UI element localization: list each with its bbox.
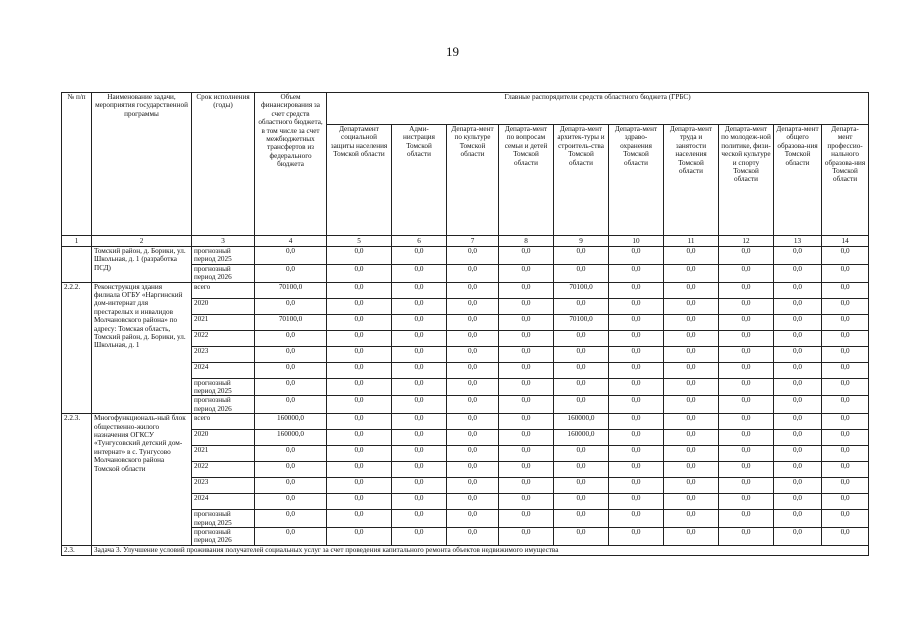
value-cell: 0,0 (499, 346, 554, 362)
value-cell: 0,0 (719, 247, 774, 265)
value-cell: 0,0 (255, 494, 327, 510)
column-number: 2 (92, 236, 192, 247)
column-number: 3 (192, 236, 255, 247)
value-cell: 0,0 (499, 478, 554, 494)
value-cell: 0,0 (447, 462, 499, 478)
period-cell: 2020 (192, 430, 255, 446)
value-cell: 0,0 (499, 330, 554, 346)
page-number: 19 (446, 44, 459, 59)
period-cell: 2021 (192, 446, 255, 462)
value-cell: 0,0 (447, 330, 499, 346)
value-cell: 0,0 (719, 362, 774, 378)
value-cell: 0,0 (774, 346, 822, 362)
value-cell: 0,0 (554, 446, 609, 462)
value-cell: 0,0 (447, 430, 499, 446)
value-cell: 0,0 (255, 247, 327, 265)
row-number (62, 247, 92, 283)
period-cell: 2022 (192, 462, 255, 478)
value-cell: 0,0 (255, 510, 327, 528)
value-cell: 70100,0 (255, 282, 327, 298)
value-cell: 0,0 (392, 462, 447, 478)
value-cell: 0,0 (664, 494, 719, 510)
value-cell: 0,0 (719, 478, 774, 494)
value-cell: 0,0 (822, 330, 869, 346)
task-text: Задача 3. Улучшение условий проживания получателей социальных услуг за счет проведения капитального ремонта объектов недвижимого имущества (92, 545, 869, 555)
value-cell: 0,0 (447, 346, 499, 362)
value-cell: 160000,0 (255, 414, 327, 430)
value-cell: 0,0 (499, 494, 554, 510)
value-cell: 0,0 (609, 378, 664, 396)
value-cell: 0,0 (392, 330, 447, 346)
value-cell: 0,0 (499, 282, 554, 298)
value-cell: 0,0 (392, 247, 447, 265)
value-cell: 0,0 (609, 247, 664, 265)
column-number: 4 (255, 236, 327, 247)
value-cell: 0,0 (554, 510, 609, 528)
value-cell: 0,0 (774, 430, 822, 446)
value-cell: 0,0 (447, 528, 499, 546)
event-name: Реконструкция здания филиала ОГБУ «Наргинский дом-интернат для престарелых и инвалидов Молчановского района» по адресу: Томская область, Томский район, д. Борики, ул. Школьная, д. 1 (92, 282, 192, 414)
value-cell: 0,0 (327, 396, 392, 414)
value-cell: 0,0 (499, 362, 554, 378)
row-number: 2.2.2. (62, 282, 92, 414)
value-cell: 0,0 (822, 314, 869, 330)
value-cell: 0,0 (499, 414, 554, 430)
row-number: 2.2.3. (62, 414, 92, 546)
value-cell: 0,0 (499, 430, 554, 446)
value-cell: 0,0 (719, 346, 774, 362)
column-number: 6 (392, 236, 447, 247)
period-cell: прогнозный период 2026 (192, 264, 255, 282)
value-cell: 0,0 (664, 462, 719, 478)
table-body (62, 247, 869, 556)
column-number: 5 (327, 236, 392, 247)
value-cell: 0,0 (774, 414, 822, 430)
value-cell: 0,0 (719, 414, 774, 430)
financing-table (61, 92, 869, 556)
value-cell: 0,0 (719, 314, 774, 330)
value-cell: 0,0 (499, 298, 554, 314)
value-cell: 0,0 (822, 446, 869, 462)
table-row (62, 414, 869, 430)
value-cell: 0,0 (327, 362, 392, 378)
value-cell: 0,0 (664, 378, 719, 396)
value-cell: 0,0 (447, 247, 499, 265)
value-cell: 0,0 (719, 510, 774, 528)
value-cell: 0,0 (327, 430, 392, 446)
column-number: 8 (499, 236, 554, 247)
value-cell: 0,0 (327, 462, 392, 478)
value-cell: 0,0 (447, 478, 499, 494)
value-cell: 0,0 (774, 298, 822, 314)
value-cell: 0,0 (774, 446, 822, 462)
value-cell: 0,0 (822, 430, 869, 446)
value-cell: 0,0 (664, 298, 719, 314)
value-cell: 0,0 (822, 414, 869, 430)
header-grbs-1: Департамент социальной защиты населения Томской области (327, 125, 392, 236)
value-cell: 0,0 (499, 378, 554, 396)
value-cell: 0,0 (447, 494, 499, 510)
period-cell: всего (192, 414, 255, 430)
value-cell: 0,0 (255, 346, 327, 362)
value-cell: 0,0 (822, 346, 869, 362)
value-cell: 0,0 (664, 264, 719, 282)
value-cell: 0,0 (664, 446, 719, 462)
value-cell: 70100,0 (554, 314, 609, 330)
value-cell: 0,0 (392, 494, 447, 510)
value-cell: 0,0 (447, 298, 499, 314)
value-cell: 0,0 (327, 378, 392, 396)
value-cell: 0,0 (392, 414, 447, 430)
value-cell: 0,0 (255, 462, 327, 478)
value-cell: 0,0 (822, 494, 869, 510)
value-cell: 0,0 (664, 282, 719, 298)
header-grbs-3: Департа-мент по культуре Томской области (447, 125, 499, 236)
value-cell: 0,0 (554, 528, 609, 546)
value-cell: 0,0 (392, 298, 447, 314)
value-cell: 0,0 (609, 264, 664, 282)
value-cell: 0,0 (327, 346, 392, 362)
value-cell: 0,0 (255, 330, 327, 346)
value-cell: 0,0 (664, 414, 719, 430)
header-grbs-8: Департа-мент по молодеж-ной политике, физи-ческой культуре и спорту Томской области (719, 125, 774, 236)
value-cell: 0,0 (822, 462, 869, 478)
column-number: 9 (554, 236, 609, 247)
value-cell: 0,0 (327, 494, 392, 510)
table-row (62, 247, 869, 265)
value-cell: 0,0 (554, 247, 609, 265)
event-name: Многофункциональ-ный блок общественно-жилого назначения ОГКСУ «Тунгусовский детский дом-интернат» в с. Тунгусово Молчановского района Томской области (92, 414, 192, 546)
value-cell: 0,0 (609, 346, 664, 362)
value-cell: 0,0 (719, 264, 774, 282)
period-cell: 2021 (192, 314, 255, 330)
column-number: 1 (62, 236, 92, 247)
period-cell: 2023 (192, 346, 255, 362)
value-cell: 0,0 (447, 378, 499, 396)
value-cell: 0,0 (664, 346, 719, 362)
value-cell: 0,0 (255, 298, 327, 314)
value-cell: 0,0 (392, 446, 447, 462)
value-cell: 0,0 (719, 446, 774, 462)
value-cell: 0,0 (554, 330, 609, 346)
column-number: 12 (719, 236, 774, 247)
value-cell: 0,0 (447, 314, 499, 330)
value-cell: 0,0 (327, 314, 392, 330)
value-cell: 0,0 (719, 378, 774, 396)
header-grbs-5: Департа-мент архитек-туры и строитель-ства Томской области (554, 125, 609, 236)
header-grbs-7: Департа-мент труда и занятости населения Томской области (664, 125, 719, 236)
header-grbs-6: Департа-мент здраво-охранения Томской области (609, 125, 664, 236)
value-cell: 0,0 (255, 446, 327, 462)
value-cell: 0,0 (327, 528, 392, 546)
value-cell: 0,0 (447, 446, 499, 462)
value-cell: 0,0 (774, 478, 822, 494)
value-cell: 0,0 (392, 396, 447, 414)
value-cell: 0,0 (392, 282, 447, 298)
value-cell: 0,0 (774, 362, 822, 378)
value-cell: 0,0 (392, 346, 447, 362)
value-cell: 0,0 (609, 282, 664, 298)
period-cell: прогнозный период 2025 (192, 247, 255, 265)
period-cell: 2020 (192, 298, 255, 314)
value-cell: 0,0 (327, 247, 392, 265)
column-number-row (62, 236, 869, 247)
value-cell: 0,0 (392, 378, 447, 396)
period-cell: прогнозный период 2025 (192, 378, 255, 396)
value-cell: 0,0 (664, 314, 719, 330)
value-cell: 0,0 (392, 264, 447, 282)
value-cell: 0,0 (554, 378, 609, 396)
value-cell: 0,0 (392, 314, 447, 330)
header-grbs-9: Департа-мент общего образова-ния Томской области (774, 125, 822, 236)
header-period: Срок исполнения (годы) (192, 93, 255, 236)
task-row (62, 545, 869, 555)
value-cell: 0,0 (664, 330, 719, 346)
period-cell: прогнозный период 2025 (192, 510, 255, 528)
value-cell: 160000,0 (554, 414, 609, 430)
value-cell: 0,0 (609, 478, 664, 494)
value-cell: 0,0 (447, 414, 499, 430)
value-cell: 0,0 (774, 494, 822, 510)
value-cell: 0,0 (609, 462, 664, 478)
value-cell: 0,0 (447, 396, 499, 414)
value-cell: 0,0 (554, 494, 609, 510)
value-cell: 0,0 (609, 446, 664, 462)
value-cell: 0,0 (499, 510, 554, 528)
value-cell: 0,0 (822, 378, 869, 396)
value-cell: 0,0 (609, 510, 664, 528)
value-cell: 0,0 (554, 396, 609, 414)
header-grbs-4: Департа-мент по вопросам семьи и детей Томской области (499, 125, 554, 236)
value-cell: 0,0 (774, 314, 822, 330)
value-cell: 0,0 (719, 298, 774, 314)
value-cell: 0,0 (822, 282, 869, 298)
value-cell: 0,0 (392, 528, 447, 546)
column-number: 10 (609, 236, 664, 247)
value-cell: 0,0 (447, 362, 499, 378)
value-cell: 0,0 (499, 462, 554, 478)
value-cell: 0,0 (609, 528, 664, 546)
value-cell: 0,0 (327, 446, 392, 462)
period-cell: 2024 (192, 362, 255, 378)
column-number: 7 (447, 236, 499, 247)
header-grbs-title: Главные распорядители средств областного бюджета (ГРБС) (327, 93, 869, 125)
period-cell: прогнозный период 2026 (192, 396, 255, 414)
value-cell: 0,0 (774, 282, 822, 298)
value-cell: 0,0 (327, 264, 392, 282)
value-cell: 0,0 (255, 396, 327, 414)
value-cell: 0,0 (664, 362, 719, 378)
value-cell: 0,0 (774, 264, 822, 282)
event-name: Томский район, д. Борики, ул. Школьная, д. 1 (разработка ПСД) (92, 247, 192, 283)
value-cell: 0,0 (255, 264, 327, 282)
value-cell: 0,0 (327, 414, 392, 430)
value-cell: 0,0 (327, 478, 392, 494)
value-cell: 0,0 (822, 478, 869, 494)
period-cell: 2023 (192, 478, 255, 494)
value-cell: 0,0 (255, 362, 327, 378)
column-number: 11 (664, 236, 719, 247)
value-cell: 0,0 (554, 478, 609, 494)
value-cell: 0,0 (554, 462, 609, 478)
value-cell: 0,0 (822, 298, 869, 314)
value-cell: 0,0 (719, 494, 774, 510)
value-cell: 0,0 (609, 330, 664, 346)
period-cell: 2024 (192, 494, 255, 510)
value-cell: 0,0 (392, 362, 447, 378)
value-cell: 0,0 (822, 247, 869, 265)
value-cell: 0,0 (447, 282, 499, 298)
value-cell: 0,0 (255, 528, 327, 546)
period-cell: прогнозный период 2026 (192, 528, 255, 546)
value-cell: 0,0 (664, 510, 719, 528)
value-cell: 0,0 (499, 247, 554, 265)
value-cell: 0,0 (664, 478, 719, 494)
value-cell: 0,0 (664, 247, 719, 265)
value-cell: 70100,0 (554, 282, 609, 298)
value-cell: 0,0 (554, 362, 609, 378)
value-cell: 0,0 (822, 396, 869, 414)
value-cell: 160000,0 (554, 430, 609, 446)
value-cell: 0,0 (499, 528, 554, 546)
value-cell: 0,0 (499, 396, 554, 414)
task-number: 2.3. (62, 545, 92, 555)
value-cell: 0,0 (499, 314, 554, 330)
value-cell: 0,0 (392, 430, 447, 446)
value-cell: 160000,0 (255, 430, 327, 446)
value-cell: 0,0 (554, 298, 609, 314)
value-cell: 0,0 (392, 478, 447, 494)
value-cell: 0,0 (822, 510, 869, 528)
value-cell: 0,0 (664, 528, 719, 546)
value-cell: 0,0 (774, 510, 822, 528)
value-cell: 0,0 (609, 314, 664, 330)
value-cell: 0,0 (499, 446, 554, 462)
header-volume: Объем финансирования за счет средств областного бюджета, в том числе за счет межбюджетных трансфертов из федерального бюджета (255, 93, 327, 236)
value-cell: 0,0 (719, 430, 774, 446)
value-cell: 0,0 (719, 330, 774, 346)
value-cell: 0,0 (255, 478, 327, 494)
value-cell: 0,0 (327, 282, 392, 298)
period-cell: 2022 (192, 330, 255, 346)
value-cell: 0,0 (609, 494, 664, 510)
value-cell: 0,0 (822, 264, 869, 282)
value-cell: 0,0 (609, 414, 664, 430)
value-cell: 70100,0 (255, 314, 327, 330)
value-cell: 0,0 (719, 396, 774, 414)
value-cell: 0,0 (822, 528, 869, 546)
header-grbs-10: Департа-мент профессио-нального образова-ния Томской области (822, 125, 869, 236)
column-number: 13 (774, 236, 822, 247)
value-cell: 0,0 (327, 330, 392, 346)
value-cell: 0,0 (719, 282, 774, 298)
value-cell: 0,0 (327, 510, 392, 528)
value-cell: 0,0 (447, 264, 499, 282)
header-name: Наименование задачи, мероприятия государственной программы (92, 93, 192, 236)
value-cell: 0,0 (774, 462, 822, 478)
value-cell: 0,0 (255, 378, 327, 396)
table-header (62, 93, 869, 247)
value-cell: 0,0 (774, 330, 822, 346)
value-cell: 0,0 (774, 528, 822, 546)
value-cell: 0,0 (609, 396, 664, 414)
value-cell: 0,0 (327, 298, 392, 314)
period-cell: всего (192, 282, 255, 298)
header-grbs-2: Адми-нистрация Томской области (392, 125, 447, 236)
value-cell: 0,0 (664, 396, 719, 414)
value-cell: 0,0 (664, 430, 719, 446)
value-cell: 0,0 (609, 362, 664, 378)
column-number: 14 (822, 236, 869, 247)
value-cell: 0,0 (609, 430, 664, 446)
value-cell: 0,0 (822, 362, 869, 378)
value-cell: 0,0 (774, 247, 822, 265)
value-cell: 0,0 (774, 378, 822, 396)
value-cell: 0,0 (392, 510, 447, 528)
header-num: № п/п (62, 93, 92, 236)
table-row (62, 282, 869, 298)
value-cell: 0,0 (554, 346, 609, 362)
value-cell: 0,0 (719, 462, 774, 478)
value-cell: 0,0 (554, 264, 609, 282)
value-cell: 0,0 (719, 528, 774, 546)
value-cell: 0,0 (447, 510, 499, 528)
value-cell: 0,0 (774, 396, 822, 414)
value-cell: 0,0 (499, 264, 554, 282)
value-cell: 0,0 (609, 298, 664, 314)
